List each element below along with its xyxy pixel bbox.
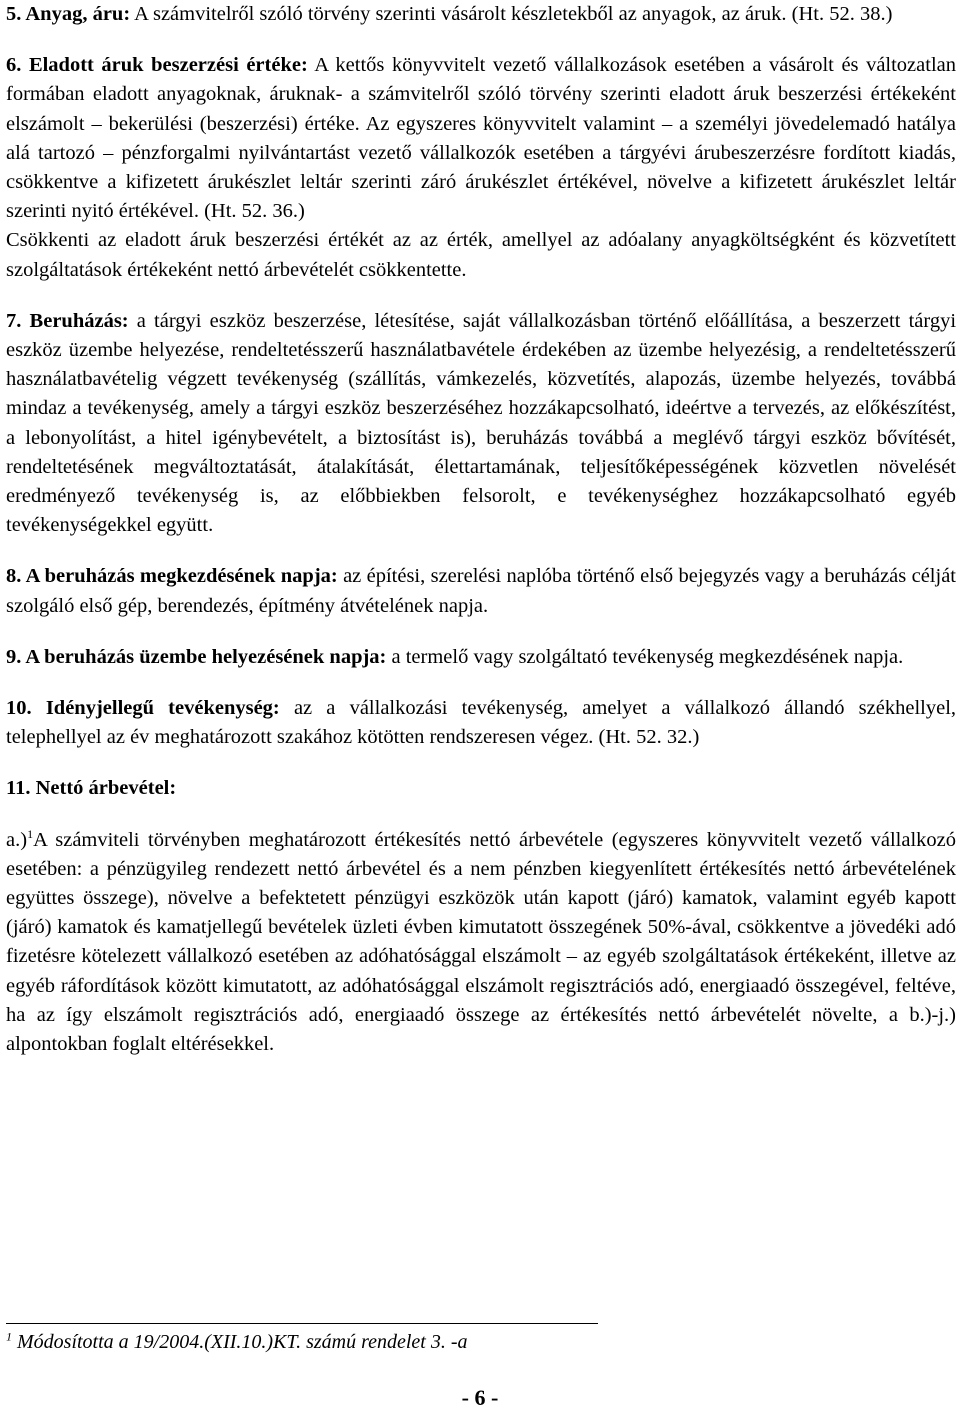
item-6 (6, 51, 956, 226)
sub-item-label: a.) (6, 828, 28, 851)
footnote-divider (6, 1323, 598, 1324)
item-number: 7. (6, 309, 22, 332)
page-number: - 6 - (461, 1385, 499, 1410)
item-term: Idényjellegű tevékenység: (45, 697, 280, 720)
item-text: a termelő vagy szolgáltató tevékenység megkezdésének napja. (386, 645, 904, 668)
footnote-text: Módosította a 19/2004.(XII.10.)KT. számú rendelet 3. -a (12, 1331, 468, 1353)
footnote (6, 1328, 468, 1357)
item-number: 6. (6, 54, 22, 77)
item-text: a tárgyi eszköz beszerzése, létesítése, saját vállalkozásban történő előállítása, a beszerzett tárgyi eszköz üzembe helyezése, rendeltetésszerű használatbavétele érdekében az üzembe helyezésig, a rendeltetésszerű használatbavételig végzett tevékenység (szállítás, vámkezelés, közvetítés, alapozás, üzembe helyezés, továbbá mindaz a tevékenység, amely a tárgyi eszköz beszerzéséhez hozzákapcsolható, ideértve a tervezés, az előkészítést, a lebonyolítást, a hitel igénybevételt, a biztosítást is), beruházás továbbá a meglévő tárgyi eszköz bővítését, rendeltetésének megváltoztatását, átalakítását, élettartamának, teljesítőképességének közvetlen növelését eredményező tevékenység is, az előbbiekben felsorolt, e tevékenységhez hozzákapcsolható egyéb tevékenységekkel együtt. (6, 309, 957, 537)
item-number: 11. (6, 777, 31, 800)
item-term: Beruházás: (29, 309, 129, 332)
item-number: 8. (6, 565, 22, 588)
item-number: 10. (6, 697, 32, 720)
item-number: 5. (6, 3, 22, 25)
item-8 (6, 562, 956, 620)
item-number: 9. (6, 645, 22, 668)
item-10 (6, 694, 956, 752)
document-body (6, 0, 956, 1059)
sub-item-text: A számviteli törvényben meghatározott értékesítés nettó árbevétele (egyszeres könyvvitelt vezető vállalkozó esetében: a pénzügyileg rendezett nettó árbevétel és a nem pénzben kiegyenlített értékesítés nettó árbevételének együttes összege), növelve a befektetett pénzügyi eszközök után kapott (járó) kamatok, valamint egyéb kapott (járó) kamatok és kamatjellegű bevételek üzleti évben kimutatott összegének 50%-ával, csökkentve a jövedéki adó fizetésre kötelezett vállalkozó esetében az adóhatósággal elszámolt – az egyéb szolgáltatások értékeként, illetve az egyéb ráfordítások között kimutatott, az adóhatósággal elszámolt regisztrációs adó, energiaadó összegével, feltéve, ha az így elszámolt regisztrációs adó, energiaadó összege az értékesítés nettó árbevételét növelte, a b.)-j.) alpontokban foglalt eltérésekkel. (6, 828, 956, 1056)
item-term: Nettó árbevétel: (35, 777, 177, 800)
item-term: Anyag, áru: (25, 3, 131, 25)
item-text: az építési, szerelési naplóba történő első bejegyzés vagy a beruházás célját szolgáló első gép, berendezés, építmény átvételének napja. (6, 565, 956, 617)
footnote-marker: 1 (27, 826, 34, 841)
item-text: az a vállalkozási tevékenység, amelyet a vállalkozó állandó székhellyel, telephellyel az év meghatározott szakához kötötten rendszeresen végez. (Ht. 52. 32.) (6, 697, 957, 749)
item-term: Eladott áruk beszerzési értéke: (28, 54, 308, 77)
item-5 (6, 0, 956, 29)
item-11-sub-a (6, 826, 956, 1060)
footnote-number: 1 (6, 1329, 12, 1344)
item-text: A kettős könyvvitelt vezető vállalkozások esetében a vásárolt és változatlan formában eladott anyagoknak, áruknak- a számvitelről szóló törvény szerinti eladott áruk beszerzési értékeként elszámolt – bekerülési (beszerzési) értéke. Az egyszeres könyvvitelt valamint – a személyi jövedelemadó hatálya alá tartozó – pénzforgalmi nyilvántartást vezető vállalkozók esetében a tárgyévi árubeszerzésre fordított kiadás, csökkentve a kifizetett árukészlet leltár szerinti záró árukészlet értékével, növelve a kifizetett árukészlet leltár szerinti nyitó értékével. (Ht. 52. 36.) (6, 54, 956, 223)
item-9 (6, 643, 956, 672)
item-6-extra: Csökkenti az eladott áruk beszerzési értékét az az érték, amellyel az adóalany anyagköltségként és közvetített szolgáltatások értékeként nettó árbevételét csökkentette. (6, 229, 956, 281)
item-text: A számvitelről szóló törvény szerinti vásárolt készletekből az anyagok, az áruk. (Ht. 52. 38.) (130, 3, 893, 25)
item-11 (6, 774, 956, 803)
item-7 (6, 307, 956, 541)
item-term: A beruházás megkezdésének napja: (25, 565, 338, 588)
item-term: A beruházás üzembe helyezésének napja: (25, 645, 387, 668)
